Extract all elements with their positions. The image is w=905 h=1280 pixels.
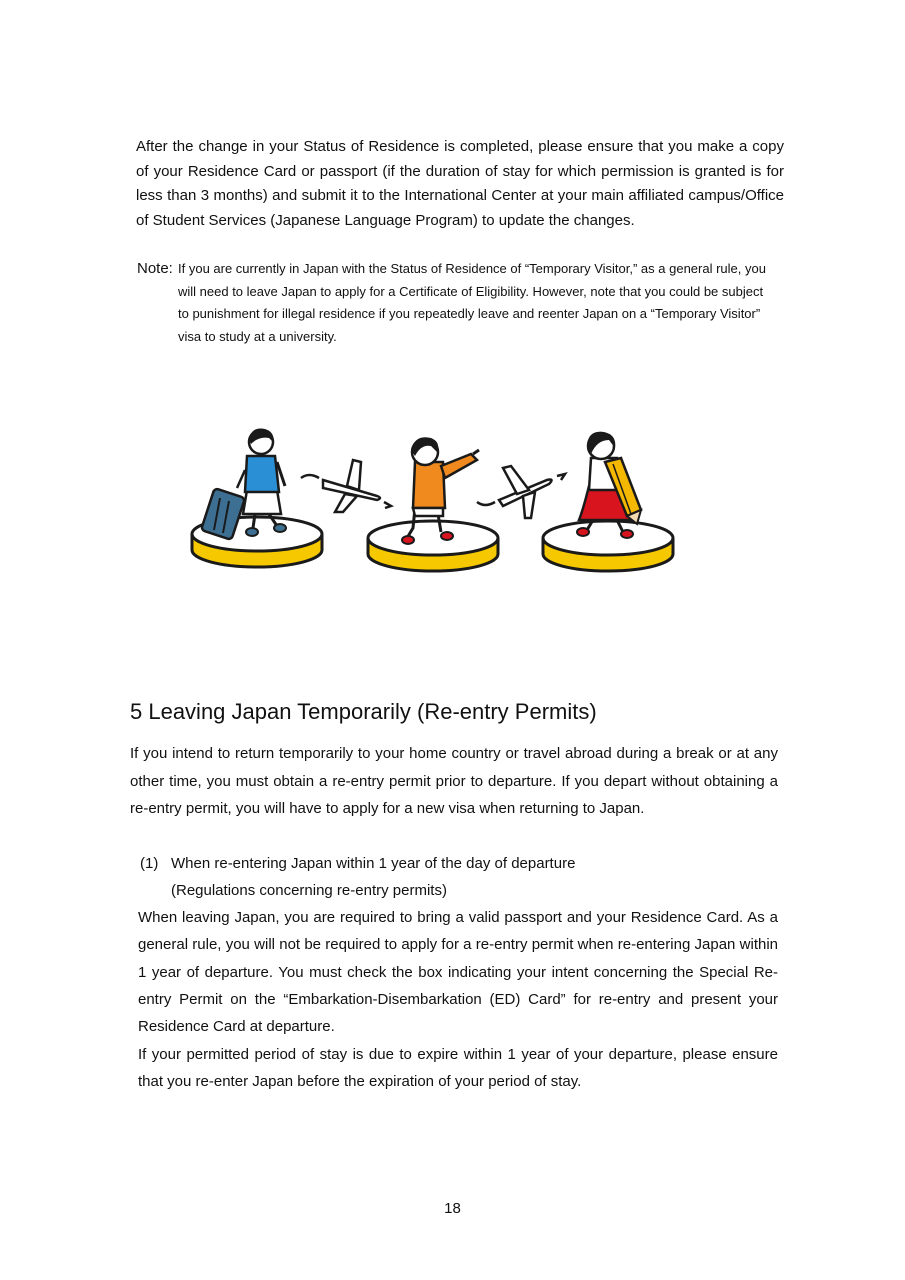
section-heading: 5 Leaving Japan Temporarily (Re-entry Permits) — [130, 699, 597, 724]
item-number: (1) — [140, 855, 159, 872]
platform-icon — [368, 521, 498, 571]
airplane-icon — [477, 466, 565, 518]
page-number: 18 — [444, 1200, 461, 1217]
item-subtitle: (Regulations concerning re-entry permits) — [171, 882, 447, 899]
item-paragraph-1: When leaving Japan, you are required to bring a valid passport and your Residence Card. As a general rule, you will not be required to apply for a re-entry permit when re-entering Japan within 1 year of departure. You must check the box indicating your intent concerning the Special Re-entry Permit on the “Embarkation-Disembarkation (ED) Card” for re-entry and present your Residence Card at departure. — [138, 909, 778, 1036]
intro-paragraph: After the change in your Status of Residence is completed, please ensure that you make a copy of your Residence Card or passport (if the duration of stay for which permission is granted is for less than 3 months) and submit it to the International Center at your main affiliated campus/Office of Student Services (Japanese Language Program) to update the changes. — [136, 138, 784, 229]
item-paragraph-2: If your permitted period of stay is due to expire within 1 year of your departure, please ensure that you re-enter Japan before the expiration of your period of stay. — [138, 1046, 778, 1091]
travel-illustration — [185, 420, 685, 580]
platform-icon — [543, 521, 673, 571]
note-label: Note: — [137, 260, 173, 277]
section-intro-paragraph: If you intend to return temporarily to your home country or travel abroad during a break or at any other time, you must obtain a re-entry permit prior to departure. If you depart without obtaining a re-entry permit, you will have to apply for a new visa when returning to Japan. — [130, 745, 778, 817]
airplane-icon — [301, 460, 391, 512]
note-text: If you are currently in Japan with the Status of Residence of “Temporary Visitor,” as a general rule, you will need to leave Japan to apply for a Certificate of Eligibility. However, note that you could be subject to punishment for illegal residence if you repeatedly leave and reenter Japan on a “Temporary Visitor” visa to study at a university. — [178, 261, 766, 344]
item-title: When re-entering Japan within 1 year of the day of departure — [171, 855, 576, 872]
